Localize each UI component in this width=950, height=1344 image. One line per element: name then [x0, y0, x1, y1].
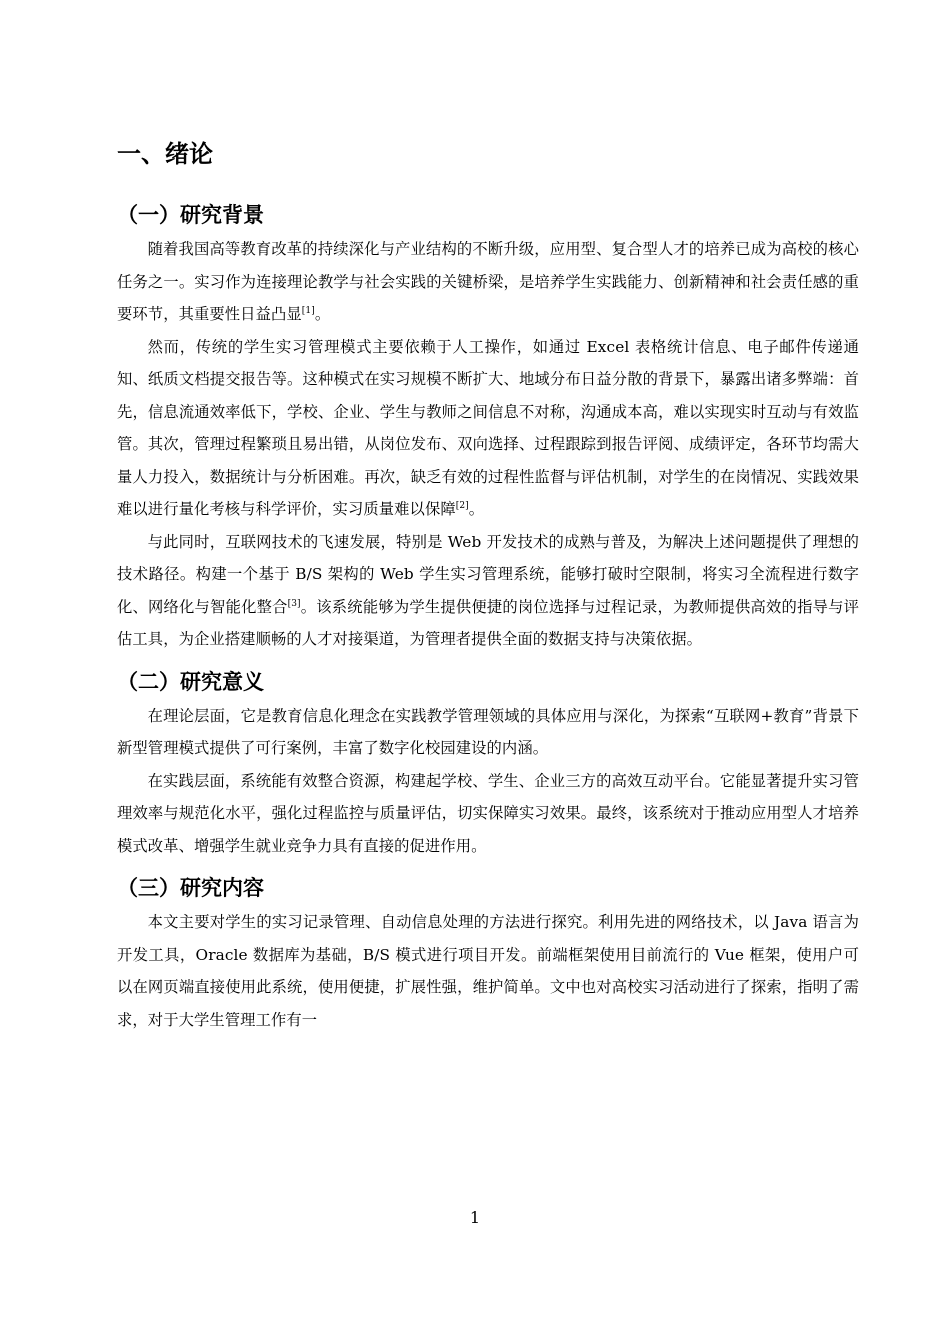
paragraph	[117, 765, 859, 863]
paragraph-text: 随着我国高等教育改革的持续深化与产业结构的不断升级，应用型、复合型人才的培养已成为高校的核心任务之一。实习作为连接理论教学与社会实践的关键桥梁，是培养学生实践能力、创新精神和社会责任感的重要环节，其重要性日益凸显	[117, 240, 859, 323]
section-title-significance: （二）研究意义	[117, 669, 264, 694]
paragraph-text-tail: 。	[314, 305, 331, 323]
citation-marker: [1]	[301, 306, 315, 316]
paragraph-text: 与此同时，互联网技术的飞速发展，特别是 Web 开发技术的成熟与普及，为解决上述问题提供了理想的技术路径。构建一个基于 B/S 架构的 Web 学生实习管理系统，能够打破时空限制，将实习全流程进行数字化、网络化与智能化整合	[117, 532, 859, 616]
page-number: 1	[469, 1208, 481, 1227]
page-body	[117, 135, 859, 1036]
paragraph	[117, 331, 859, 526]
section-title-background: （一）研究背景	[117, 203, 264, 227]
citation-marker: [2]	[455, 501, 469, 511]
paragraph-text: 然而，传统的学生实习管理模式主要依赖于人工操作，如通过 Excel 表格统计信息、电子邮件传递通知、纸质文档提交报告等。这种模式在实习规模不断扩大、地域分布日益分散的背景下，暴露出诸多弊端：首先，信息流通效率低下，学校、企业、学生与教师之间信息不对称，沟通成本高，难以实现实时互动与有效监管。其次，管理过程繁琐且易出错，从岗位发布、双向选择、过程跟踪到报告评阅、成绩评定，各环节均需大量人力投入，数据统计与分析困难。再次，缺乏有效的过程性监督与评估机制，对学生的在岗情况、实践效果难以进行量化考核与科学评价，实习质量难以保障	[117, 337, 859, 518]
paragraph-text: 在实践层面，系统能有效整合资源，构建起学校、学生、企业三方的高效互动平台。它能显著提升实习管理效率与规范化水平，强化过程监控与质量评估，切实保障实习效果。最终，该系统对于推动应用型人才培养模式改革、增强学生就业竞争力具有直接的促进作用。	[117, 771, 859, 855]
paragraph	[117, 526, 859, 656]
paragraph-text-tail: 。该系统能够为学生提供便捷的岗位选择与过程记录，为教师提供高效的指导与评估工具，为企业搭建顺畅的人才对接渠道，为管理者提供全面的数据支持与决策依据。	[117, 597, 859, 648]
paragraph-text-tail: 。	[468, 500, 485, 518]
paragraph	[117, 233, 859, 331]
chapter-title: 一、绪论	[117, 140, 213, 168]
paragraph	[117, 906, 859, 1036]
citation-marker: [3]	[287, 598, 301, 609]
paragraph-text: 在理论层面，它是教育信息化理念在实践教学管理领域的具体应用与深化，为探索“互联网+教育”背景下新型管理模式提供了可行案例，丰富了数字化校园建设的内涵。	[117, 706, 859, 757]
paragraph	[117, 700, 859, 765]
section-title-content: （三）研究内容	[117, 876, 264, 900]
paragraph-text: 本文主要对学生的实习记录管理、自动信息处理的方法进行探究。利用先进的网络技术，以 Java 语言为开发工具，Oracle 数据库为基础，B/S 模式进行项目开发。前端框架使用目前流行的 Vue 框架，使用户可以在网页端直接使用此系统，使用便捷，扩展性强，维护简单。文中也对高校实习活动进行了探索，指明了需求，对于大学生管理工作有一	[117, 913, 859, 1029]
